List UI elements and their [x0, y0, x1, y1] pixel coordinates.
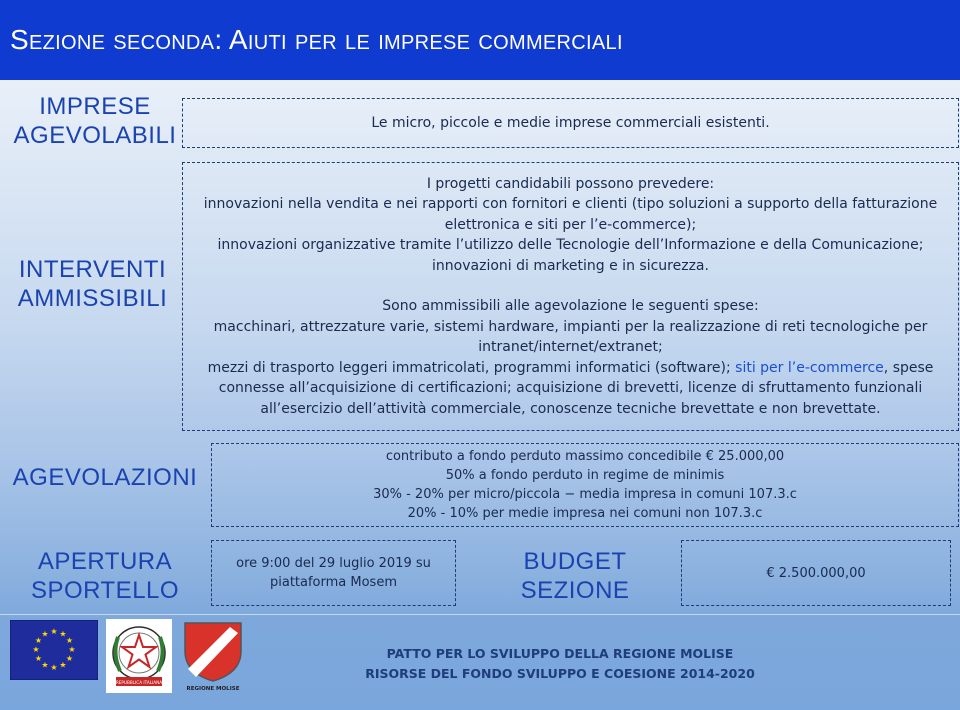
- budget-value: € 2.500.000,00: [766, 565, 866, 581]
- label-line: INTERVENTI: [18, 256, 167, 283]
- molise-logo-text: REGIONE MOLISE: [186, 686, 240, 692]
- apertura-line: piattaforma Mosem: [269, 575, 397, 590]
- interventi-p2-line: macchinari, attrezzature varie, sistemi hardware, impianti per la realizzazione di reti tecnologiche per intranet/internet/extranet;: [213, 318, 928, 356]
- emblem-ribbon-text: REPUBBLICA ITALIANA: [115, 680, 163, 685]
- interventi-p2-start: mezzi di trasporto leggeri immatricolati, programmi informatici (software);: [207, 359, 736, 376]
- agevolazioni-line: 50% a fondo perduto in regime de minimis: [445, 468, 725, 483]
- agevolazioni-line: 20% - 10% per medie impresa nei comuni non 107.3.c: [407, 506, 763, 521]
- interventi-p2-highlight: siti per l’e-commerce: [735, 359, 884, 376]
- agevolazioni-line: contributo a fondo perduto massimo concedibile € 25.000,00: [385, 449, 785, 464]
- label-line: AGEVOLABILI: [13, 122, 177, 149]
- apertura-box: [211, 540, 456, 606]
- label-imprese-agevolabili: [0, 92, 190, 150]
- interventi-p2-intro: Sono ammissibili alle agevolazione le seguenti spese:: [382, 298, 759, 315]
- page-title: Sezione seconda: Aiuti per le imprese commerciali: [10, 24, 623, 55]
- label-budget-sezione: [480, 547, 670, 605]
- budget-box: [681, 540, 951, 606]
- interventi-p1-line: innovazioni nella vendita e nei rapporti con fornitori e clienti (tipo soluzioni a supporto della fatturazione elettronica e siti per l’e-commerce);: [203, 196, 938, 233]
- svg-text:★: ★: [41, 660, 49, 670]
- label-line: SEZIONE: [520, 577, 630, 604]
- label-line: AGEVOLAZIONI: [12, 464, 198, 491]
- footer-divider: [0, 614, 960, 615]
- imprese-box: [182, 98, 959, 148]
- regione-molise-logo: [180, 619, 246, 693]
- eu-flag-logo: [10, 620, 98, 680]
- svg-text:★: ★: [34, 636, 43, 645]
- svg-text:★: ★: [32, 645, 40, 654]
- agevolazioni-line: 30% - 20% per micro/piccola − media impresa in comuni 107.3.c: [373, 487, 797, 502]
- svg-text:★: ★: [68, 645, 76, 654]
- page-header: [0, 0, 960, 80]
- footer-line-2: RISORSE DEL FONDO SVILUPPO E COESIONE 2014-2020: [365, 666, 755, 681]
- label-agevolazioni: [0, 463, 210, 492]
- svg-text:★: ★: [41, 629, 49, 639]
- label-line: IMPRESE: [39, 93, 151, 120]
- interventi-p1-line: innovazioni organizzative tramite l’utilizzo delle Tecnologie dell’Informazione e della Comunicazione;: [217, 237, 924, 254]
- label-line: AMMISSIBILI: [17, 285, 168, 312]
- footer-text: [270, 644, 850, 684]
- svg-text:★: ★: [59, 660, 67, 670]
- imprese-text: Le micro, piccole e medie imprese commerciali esistenti.: [371, 115, 770, 131]
- agevolazioni-box: [211, 443, 959, 527]
- label-interventi-ammissibili: [0, 255, 185, 313]
- italian-republic-emblem: [106, 619, 172, 693]
- svg-text:★: ★: [50, 627, 58, 636]
- footer-line-1: PATTO PER LO SVILUPPO DELLA REGIONE MOLISE: [386, 646, 734, 661]
- apertura-line: ore 9:00 del 29 luglio 2019 su: [236, 556, 431, 571]
- svg-text:★: ★: [65, 654, 74, 663]
- interventi-p2-end: , spese connesse all’acquisizione di certificazioni; acquisizione di brevetti, licenze di sfruttamento funzionali all’esercizio dell’attività commerciale, conoscenze tecniche brevettate e non brevettate.: [218, 359, 934, 417]
- interventi-p2-line: [197, 358, 944, 420]
- svg-text:★: ★: [50, 663, 58, 672]
- interventi-p1-line: I progetti candidabili possono prevedere:: [426, 175, 715, 192]
- label-apertura-sportello: [0, 547, 210, 605]
- svg-text:★: ★: [59, 629, 67, 639]
- svg-text:★: ★: [65, 636, 74, 645]
- interventi-box: [182, 162, 959, 431]
- label-line: SPORTELLO: [30, 577, 180, 604]
- label-line: BUDGET: [523, 548, 627, 575]
- label-line: APERTURA: [37, 548, 173, 575]
- svg-text:★: ★: [34, 654, 43, 663]
- interventi-p1-line: innovazioni di marketing e in sicurezza.: [432, 257, 709, 274]
